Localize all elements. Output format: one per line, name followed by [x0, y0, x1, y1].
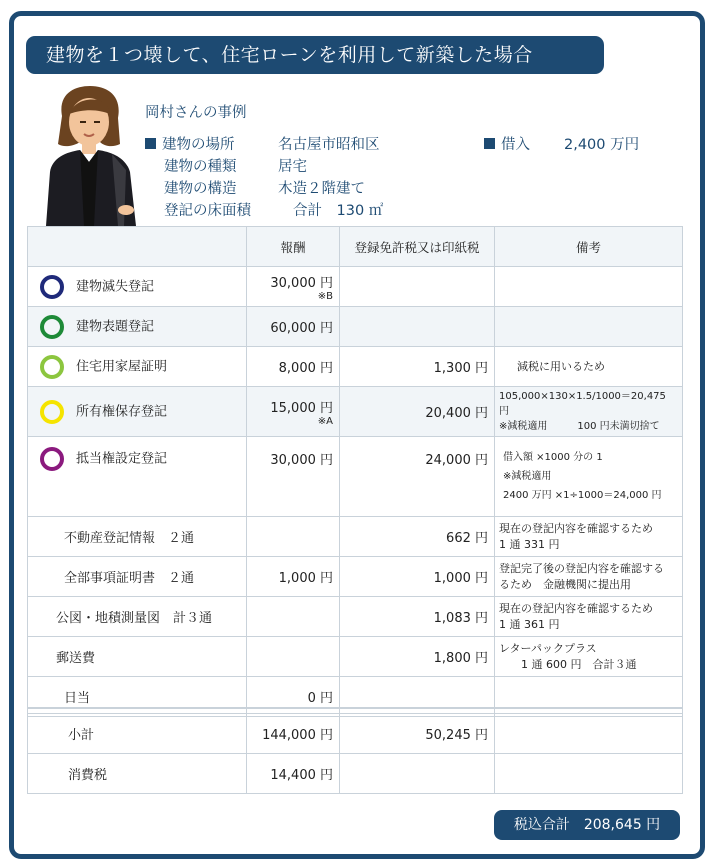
remark-line: ※減税適用 — [503, 471, 552, 482]
fee-cell — [247, 677, 340, 717]
tax-remarks — [495, 754, 683, 794]
fee-cell — [247, 597, 340, 637]
remarks-cell — [495, 267, 683, 307]
fee-value: 60,000 円 — [270, 321, 333, 336]
remark-line: 1 通 331 円 — [499, 537, 560, 551]
loan-label-wrap — [484, 133, 530, 154]
fee-value: 8,000 円 — [278, 361, 333, 376]
remarks-cell — [495, 637, 683, 677]
item-cell — [28, 437, 247, 517]
table-row — [28, 677, 683, 717]
fee-value: 30,000 円 — [270, 453, 333, 468]
tax-cell: 20,400 円 — [340, 387, 495, 437]
item-cell — [28, 597, 247, 637]
item-cell — [28, 267, 247, 307]
item-label: 住宅用家屋証明 — [76, 359, 168, 374]
remarks-cell — [495, 517, 683, 557]
circle-marker-icon — [40, 400, 64, 424]
tax-cell — [340, 307, 495, 347]
remark-line: るため 金融機関に提出用 — [499, 577, 631, 591]
type-value: 居宅 — [278, 159, 307, 175]
header-cell: 備考 — [495, 227, 683, 267]
table-row — [28, 437, 683, 517]
fee-value: 15,000 円 — [270, 400, 333, 416]
square-bullet-icon — [145, 138, 156, 149]
remark-line: 2400 万円 ×1÷1000＝24,000 円 — [503, 490, 662, 501]
location-label-wrap — [145, 133, 235, 154]
item-cell — [28, 517, 247, 557]
item-label: 不動産登記情報 ２通 — [64, 531, 195, 546]
fee-value: 0 円 — [307, 691, 333, 706]
table-row — [28, 387, 683, 437]
floor-value: 合計 130 ㎡ — [293, 203, 384, 219]
loan-value: 2,400 万円 — [564, 137, 640, 153]
tax-cell: 1,800 円 — [340, 637, 495, 677]
subtotal-remarks — [495, 714, 683, 754]
item-label: 抵当権設定登記 — [76, 451, 168, 467]
summary-table — [27, 713, 683, 794]
tax-cell: 662 円 — [340, 517, 495, 557]
remarks-cell — [495, 597, 683, 637]
item-label: 日当 — [64, 691, 91, 706]
table-row — [28, 267, 683, 307]
fee-cell — [247, 517, 340, 557]
floor-label: 登記の床面積 — [164, 203, 251, 219]
fee-cell — [247, 557, 340, 597]
fee-cell — [247, 347, 340, 387]
total-badge: 税込合計 208,645 円 — [494, 810, 680, 840]
remark-line: 減税に用いるため — [517, 359, 605, 373]
tax-cell: 1,083 円 — [340, 597, 495, 637]
location-value: 名古屋市昭和区 — [278, 137, 380, 153]
remarks-cell — [495, 677, 683, 717]
item-cell — [28, 347, 247, 387]
remarks-cell — [495, 557, 683, 597]
tax-cell: 24,000 円 — [340, 437, 495, 517]
table-header-row — [28, 227, 683, 267]
remarks-cell — [495, 347, 683, 387]
remarks-cell — [495, 307, 683, 347]
remarks-cell — [495, 437, 683, 517]
location-label: 建物の場所 — [162, 137, 235, 153]
item-cell — [28, 387, 247, 437]
fee-value: 30,000 円 — [270, 275, 333, 291]
tax-label: 消費税 — [28, 754, 247, 794]
item-label: 建物滅失登記 — [76, 279, 155, 294]
person-illustration — [38, 84, 140, 226]
subtotal-tax: 50,245 円 — [340, 714, 495, 754]
fee-cell — [247, 387, 340, 437]
remark-line: 1 通 361 円 — [499, 617, 560, 631]
remarks-cell — [495, 387, 683, 437]
tax-cell — [340, 677, 495, 717]
circle-marker-icon — [40, 275, 64, 299]
loan-label: 借入 — [501, 137, 530, 153]
table-row — [28, 637, 683, 677]
page-title: 建物を１つ壊して、住宅ローンを利用して新築した場合 — [26, 36, 604, 74]
item-label: 郵送費 — [56, 651, 96, 666]
subtotal-row — [28, 714, 683, 754]
case-name: 岡村さんの事例 — [145, 105, 247, 121]
remark-line: 1 通 600 円 合計３通 — [499, 657, 637, 671]
structure-value: 木造２階建て — [278, 181, 365, 197]
fee-table — [27, 226, 683, 717]
header-cell — [28, 227, 247, 267]
table-row — [28, 557, 683, 597]
subtotal-fee: 144,000 円 — [247, 714, 340, 754]
item-label: 公図・地積測量図 計３通 — [56, 611, 213, 626]
structure-label: 建物の構造 — [164, 181, 237, 197]
fee-cell — [247, 267, 340, 307]
circle-marker-icon — [40, 447, 64, 471]
remark-line: 現在の登記内容を確認するため — [499, 601, 653, 615]
subtotal-label: 小計 — [28, 714, 247, 754]
remark-line: 登記完了後の登記内容を確認する — [499, 561, 664, 575]
type-label: 建物の種類 — [164, 159, 237, 175]
tax-cell: 1,000 円 — [340, 557, 495, 597]
table-row — [28, 517, 683, 557]
header-cell: 登録免許税又は印紙税 — [340, 227, 495, 267]
circle-marker-icon — [40, 355, 64, 379]
fee-note: ※A — [317, 415, 333, 427]
remark-line: 現在の登記内容を確認するため — [499, 521, 653, 535]
item-label: 建物表題登記 — [76, 319, 155, 334]
header-cell: 報酬 — [247, 227, 340, 267]
table-row — [28, 307, 683, 347]
item-cell — [28, 307, 247, 347]
item-cell — [28, 677, 247, 717]
remark-line: レターパックプラス — [499, 641, 597, 655]
square-bullet-icon — [484, 138, 495, 149]
item-cell — [28, 557, 247, 597]
divider — [27, 707, 682, 709]
table-row — [28, 597, 683, 637]
tax-cell — [340, 267, 495, 307]
fee-cell — [247, 637, 340, 677]
item-label: 所有権保存登記 — [76, 404, 168, 419]
tax-cell: 1,300 円 — [340, 347, 495, 387]
item-cell — [28, 637, 247, 677]
fee-cell — [247, 437, 340, 517]
remark-line: 105,000×130×1.5/1000＝20,475 円 — [499, 391, 666, 417]
circle-marker-icon — [40, 315, 64, 339]
fee-value: 1,000 円 — [278, 571, 333, 586]
tax-tax — [340, 754, 495, 794]
tax-fee: 14,400 円 — [247, 754, 340, 794]
remark-line: ※減税適用 100 円未満切捨て — [499, 421, 660, 432]
fee-cell — [247, 307, 340, 347]
remark-line: 借入額 ×1000 分の 1 — [503, 452, 603, 463]
tax-row — [28, 754, 683, 794]
item-label: 全部事項証明書 ２通 — [64, 571, 195, 586]
table-row — [28, 347, 683, 387]
fee-note: ※B — [317, 290, 333, 302]
